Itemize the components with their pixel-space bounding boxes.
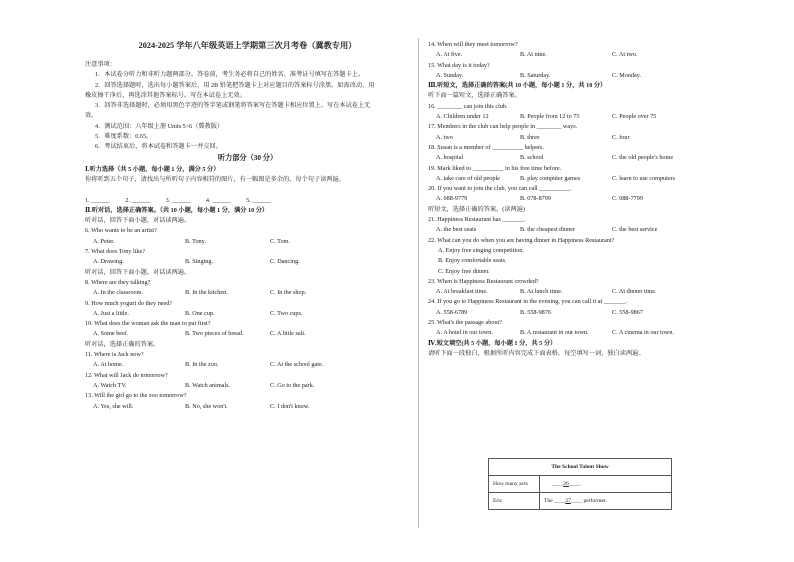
notice-line: 5．难度系数：0.65。	[95, 133, 153, 141]
option-b[interactable]: B. Watch animals.	[185, 381, 231, 389]
answer-blanks	[85, 196, 410, 206]
option-c[interactable]: C. the old people's home	[612, 154, 674, 162]
option-b[interactable]: B. In the kitchen.	[185, 289, 228, 297]
answer-blank[interactable]: 3. ______	[165, 196, 191, 204]
options-19	[428, 174, 768, 184]
options-14	[428, 50, 768, 60]
option-c[interactable]: C. At dinner time.	[612, 288, 657, 296]
question-12: 12. What will Jack do tomorrow?	[85, 371, 168, 379]
option-b[interactable]: B. three	[520, 133, 540, 141]
answer-blank[interactable]: 1. ______	[85, 196, 110, 204]
talent-show-table	[488, 458, 672, 510]
option-b[interactable]: B. Saturday.	[520, 71, 551, 79]
options-11	[85, 360, 410, 370]
section-intro: 听对话，选择正确的答案。	[85, 340, 160, 348]
notice-line: 橡皮擦干净后，再选涂其他答案标号。写在本试卷上无效。	[85, 91, 246, 99]
option-c[interactable]: C. the best service	[612, 226, 658, 234]
option-b[interactable]: B. People from 12 to 75	[520, 113, 580, 121]
option-a[interactable]: A. Some beef.	[93, 330, 129, 338]
page-title: 2024-2025 学年八年级英语上学期第三次月考卷（冀教专用）	[138, 41, 357, 50]
question-18: 18. Susan is a member of __________ helpers.	[428, 143, 544, 151]
option-b[interactable]: B. At lunch time.	[520, 288, 563, 296]
option-a[interactable]: A. At breakfast time.	[436, 288, 488, 296]
option-a[interactable]: A. 558-6789	[436, 308, 468, 316]
option-b[interactable]: B. Singing.	[185, 258, 214, 266]
option-c[interactable]: C. Two cups.	[270, 309, 303, 317]
question-11: 11. Where is Jack now?	[85, 351, 144, 359]
notice-line: 6．考试结束后，将本试卷和答题卡一并交回。	[95, 143, 222, 151]
options-20	[428, 194, 768, 204]
option-a[interactable]: A. hospital	[436, 154, 464, 162]
options-17	[428, 133, 768, 143]
question-25: 25. What's the passage about?	[428, 319, 503, 327]
answer-blank[interactable]: 5. ______	[246, 196, 271, 204]
question-8: 8. Where are they talking?	[85, 278, 151, 286]
option-c[interactable]: C. 088-7799	[612, 195, 643, 203]
option-c[interactable]: C. A cinema in our town.	[612, 329, 675, 337]
options-8	[85, 288, 410, 298]
option-b[interactable]: B. play computer games	[520, 174, 581, 182]
option-a[interactable]: A. A hotel in our town.	[436, 329, 493, 337]
blank-number: 27	[565, 498, 571, 504]
right-column	[428, 40, 768, 359]
option-b[interactable]: B. 558-9876	[520, 308, 551, 316]
question-16: 16. ________ can join this club.	[428, 102, 508, 110]
option-a[interactable]: A. At five.	[436, 51, 463, 59]
section-intro: 请听下面一段独白，根据所听内容完成下面表格，每空填写一词，独白读两遍。	[428, 349, 645, 357]
answer-blank[interactable]: 2. ______	[125, 196, 151, 204]
question-21: 21. Happiness Restaurant has _______.	[428, 216, 526, 224]
option-b[interactable]: B. Two pieces of bread.	[185, 330, 244, 338]
section3-heading: Ⅲ.听短文，选择正确的答案(共 10 小题，每小题 1 分，共 10 分）	[428, 82, 607, 90]
question-10: 10. What does the woman ask the man to put first?	[85, 320, 211, 328]
options-21	[428, 225, 768, 235]
notice-line: 4．测试范围：八年级上册 Units 5~6（冀教版）	[95, 122, 224, 130]
options-15	[428, 71, 768, 81]
table-row-label: Eric	[489, 493, 540, 510]
options-7	[85, 257, 410, 267]
options-9	[85, 309, 410, 319]
section4-heading: Ⅳ.短文填空(共 5 小题，每小题 1 分，共 5 分）	[428, 339, 557, 347]
options-18	[428, 153, 768, 163]
option-c[interactable]: C. learn to use computers	[612, 174, 676, 182]
section2-heading: Ⅱ.听对话，选择正确答案。（共 10 小题，每小题 1 分，满分 10 分）	[85, 206, 269, 214]
option-a[interactable]: A. take care of old people	[436, 174, 500, 182]
option-a[interactable]: A. Children under 12	[436, 113, 489, 121]
table-cell: The ____27____ performer.	[540, 493, 672, 510]
option-b[interactable]: B. 078-8799	[520, 195, 551, 203]
listening-heading: 听力部分（30 分）	[217, 153, 278, 162]
option-c[interactable]: C. At two.	[612, 51, 638, 59]
option-a[interactable]: A. Just a little.	[93, 309, 129, 317]
table-cell: ____26____.	[540, 476, 672, 493]
question-23: 23. When is Happiness Restaurant crowded?	[428, 277, 539, 285]
cell-text: The	[544, 498, 553, 504]
question-7: 7. What does Tony like?	[85, 248, 145, 256]
question-9: 9. How much yogurt do they need?	[85, 299, 173, 307]
option-a[interactable]: A. At home.	[93, 361, 124, 369]
options-23	[428, 287, 768, 297]
option-a[interactable]: A. the best seats	[436, 226, 477, 234]
option-c[interactable]: C. Enjoy free dinner.	[438, 267, 490, 275]
options-10	[85, 329, 410, 339]
option-c[interactable]: C. People over 75	[612, 113, 657, 121]
blank-number: 26	[563, 481, 569, 487]
section-intro: 听对话，回答下面小题，对话读两遍。	[85, 217, 191, 225]
option-c[interactable]: C. At the school gate.	[270, 361, 324, 369]
option-a[interactable]: A. Enjoy free singing competition.	[438, 246, 524, 254]
question-17: 17. Members in the club can help people in ________ ways.	[428, 123, 578, 131]
table-title: The School Talent Show	[489, 459, 672, 476]
option-b[interactable]: B. Enjoy comfortable seats.	[438, 257, 507, 265]
notice-line: 1．本试卷分听力和非听力题两部分。答卷前，考生务必将自己的姓名、准考证号填写在答题卡上。	[95, 71, 365, 79]
option-c[interactable]: C. Dancing.	[270, 258, 300, 266]
table-row-label: How many acts	[489, 476, 540, 493]
option-a[interactable]: A. In the classroom.	[93, 289, 144, 297]
section1-heading: Ⅰ.听力选择（共 5 小题，每小题 1 分，满分 5 分）	[85, 165, 220, 173]
option-c[interactable]: C. A little salt.	[270, 330, 306, 338]
option-a[interactable]: A. Peter.	[93, 237, 115, 245]
option-c[interactable]: C. In the shop.	[270, 289, 307, 297]
option-c[interactable]: C. four	[612, 133, 630, 141]
option-c[interactable]: C. Go to the park.	[270, 381, 315, 389]
options-25	[428, 328, 768, 338]
question-20: 20. If you want to join the club, you can call __________.	[428, 185, 572, 193]
options-12	[85, 381, 410, 391]
option-b[interactable]: B. school	[520, 154, 544, 162]
left-column	[85, 60, 410, 412]
option-b[interactable]: B. One cup.	[185, 309, 215, 317]
option-a[interactable]: A. Drawing.	[93, 258, 124, 266]
option-a[interactable]: A. two	[436, 133, 453, 141]
cell-text: performer.	[583, 498, 607, 504]
options-13	[85, 402, 410, 412]
column-divider	[418, 38, 419, 528]
option-b[interactable]: B. the cheapest dinner	[520, 226, 575, 234]
answer-blank[interactable]: 4. ______	[205, 196, 231, 204]
question-19: 19. Mark liked to __________ in his free time before.	[428, 164, 562, 172]
question-24: 24. If you go to Happiness Restaurant in the evening, you can call it at _______.	[428, 298, 627, 306]
notice-label: 注意事项：	[85, 61, 116, 68]
option-b[interactable]: B. At nine.	[520, 51, 547, 59]
section-intro: 听下面一篇短文，选择正确答案。	[428, 92, 521, 100]
question-6: 6. Who wants to be an artist?	[85, 227, 157, 235]
question-14: 14. When will they meet tomorrow?	[428, 41, 518, 48]
option-b[interactable]: B. Tony.	[185, 237, 206, 245]
section-intro: 听对话，回答下面小题，对话读两遍。	[85, 268, 191, 276]
question-15: 15. What day is it today?	[428, 61, 490, 69]
options-6	[85, 237, 410, 247]
section-intro: 听短文，选择正确的答案。(读两遍)	[428, 205, 525, 213]
options-16	[428, 112, 768, 122]
option-b[interactable]: B. In the zoo.	[185, 361, 219, 369]
option-c[interactable]: C. I don't know.	[270, 402, 310, 410]
spacer	[85, 185, 410, 195]
option-c[interactable]: C. Monday.	[612, 71, 641, 79]
option-c[interactable]: C. Tom.	[270, 237, 290, 245]
option-a[interactable]: A. Sunday.	[436, 71, 464, 79]
question-22: 22. What can you do when you are having dinner in Happiness Restaurant?	[428, 236, 615, 244]
notice-line: 3．回答非选择题时，必须用黑色字迹的签字笔或钢笔将答案写在答题卡相应位置上。写在本试卷上无	[95, 102, 371, 110]
option-b[interactable]: B. No, she won't.	[185, 402, 228, 410]
option-a[interactable]: A. Watch TV.	[93, 381, 127, 389]
option-b[interactable]: B. A restaurant in our town.	[520, 329, 589, 337]
question-13: 13. Will the girl go to the zoo tomorrow?	[85, 392, 187, 400]
option-c[interactable]: C. 558-9867	[612, 308, 643, 316]
option-a[interactable]: A. Yes, she will.	[93, 402, 134, 410]
option-a[interactable]: A. 088-9779	[436, 195, 468, 203]
notice-line: 2．回答选择题时，选出每小题答案后，用 2B 铅笔把答题卡上对应题目的答案标号涂黑。如需改动，用	[95, 81, 375, 89]
notice-line: 效。	[85, 112, 98, 120]
section1-instruction: 你将听到五个句子，请找出与所听句子内容相符的图片，有一幅图是多余的。每个句子读两遍。	[85, 175, 345, 183]
options-24	[428, 308, 768, 318]
